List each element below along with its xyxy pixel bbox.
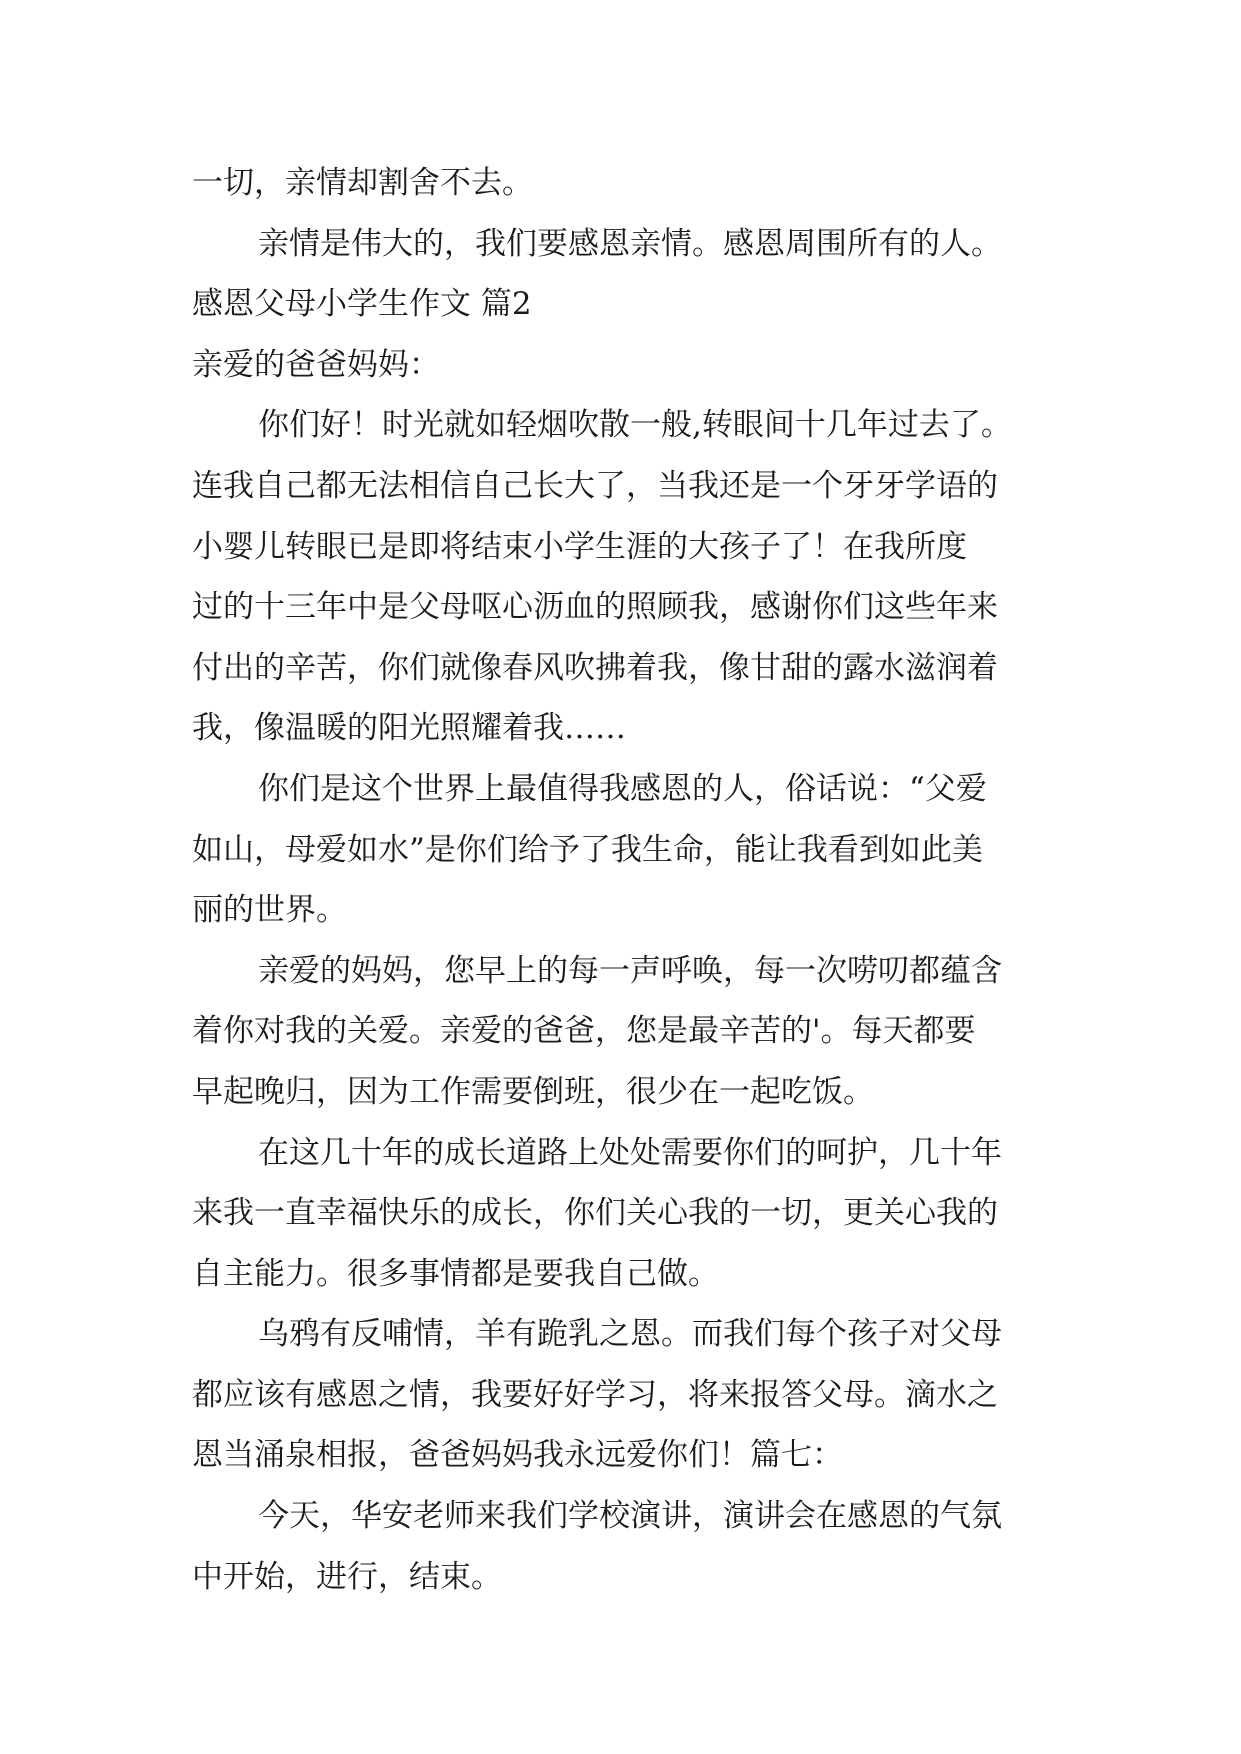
line-10: 我，像温暖的阳光照耀着我…… (192, 710, 626, 747)
document-body (192, 153, 1072, 1607)
line-8: 过的十三年中是父母呕心沥血的照顾我，感谢你们这些年来 (192, 589, 998, 626)
section-heading: 感恩父母小学生作文 篇2 (192, 286, 532, 323)
line-23: 今天，华安老师来我们学校演讲，演讲会在感恩的气氛 (258, 1498, 1002, 1535)
line-14: 亲爱的妈妈，您早上的每一声呼唤，每一次唠叨都蕴含 (258, 952, 1002, 989)
line-1: 一切，亲情却割舍不去。 (192, 165, 533, 201)
line-18: 来我一直幸福快乐的成长，你们关心我的一切，更关心我的 (192, 1195, 998, 1232)
line-16: 早起晚归，因为工作需要倒班，很少在一起吃饭。 (192, 1073, 874, 1110)
line-24: 中开始，进行，结束。 (192, 1558, 502, 1595)
line-2: 亲情是伟大的，我们要感恩亲情。感恩周围所有的人。 (258, 225, 1002, 262)
line-20: 乌鸦有反哺情，羊有跪乳之恩。而我们每个孩子对父母 (258, 1316, 1002, 1353)
line-15: 着你对我的关爱。亲爱的爸爸，您是最辛苦的'。每天都要 (192, 1013, 976, 1050)
line-5: 你们好！时光就如轻烟吹散一般,转眼间十几年过去了。 (258, 407, 1012, 444)
line-21: 都应该有感恩之情，我要好好学习，将来报答父母。滴水之 (192, 1376, 998, 1413)
line-12: 如山，母爱如水”是你们给予了我生命，能让我看到如此美 (192, 831, 983, 868)
line-7: 小婴儿转眼已是即将结束小学生涯的大孩子了！在我所度 (192, 528, 967, 565)
line-17: 在这几十年的成长道路上处处需要你们的呵护，几十年 (258, 1134, 1002, 1171)
letter-salutation: 亲爱的爸爸妈妈： (192, 346, 440, 383)
line-19: 自主能力。很多事情都是要我自己做。 (192, 1255, 719, 1292)
line-9: 付出的辛苦，你们就像春风吹拂着我，像甘甜的露水滋润着 (192, 649, 998, 686)
line-13: 丽的世界。 (192, 892, 347, 929)
line-6: 连我自己都无法相信自己长大了，当我还是一个牙牙学语的 (192, 467, 998, 504)
line-11: 你们是这个世界上最值得我感恩的人，俗话说：“父爱 (258, 770, 987, 807)
line-22: 恩当涌泉相报，爸爸妈妈我永远爱你们！篇七： (192, 1437, 843, 1474)
